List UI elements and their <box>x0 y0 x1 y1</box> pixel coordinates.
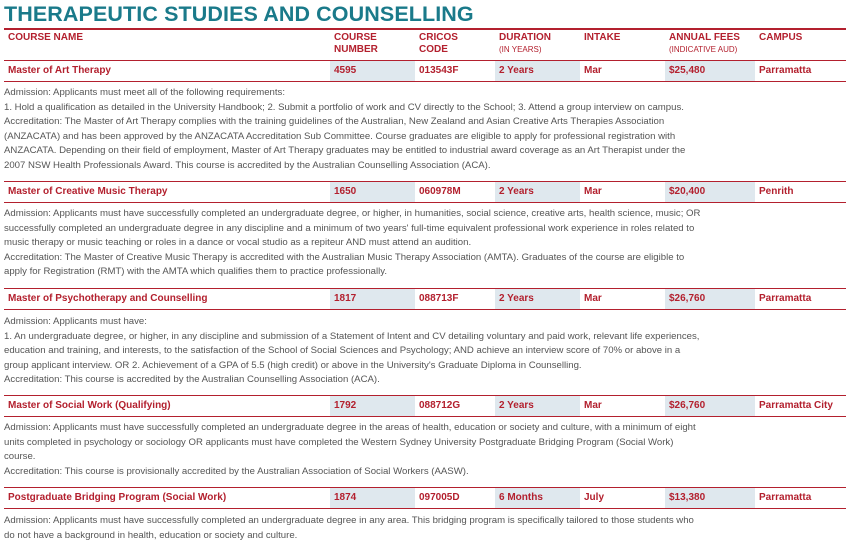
header-fees-label: ANNUAL FEES <box>669 32 740 43</box>
duration: 2 Years <box>495 289 580 309</box>
header-fees-sub: (INDICATIVE AUD) <box>669 45 738 54</box>
annual-fees: $25,480 <box>665 61 755 81</box>
description-line: Admission: Applicants must have successfully completed an undergraduate degree in the areas of health, education or society and culture, with a minimum of eight <box>4 422 696 433</box>
description-line: Accreditation: The Master of Creative Music Therapy is accredited with the Australian Music Therapy Association (AMTA). Graduates of the course are eligible to <box>4 251 685 263</box>
course-number: 1650 <box>330 182 415 202</box>
header-intake: INTAKE <box>584 32 621 43</box>
table-row <box>4 487 846 509</box>
annual-fees: $20,400 <box>665 182 755 202</box>
campus: Parramatta <box>759 492 812 503</box>
description-line: Accreditation: The Master of Art Therapy complies with the training guidelines of the Australian, New Zealand and Asian Creative Arts Therapies Association <box>4 116 665 128</box>
description-line: course. <box>4 451 36 463</box>
cricos-code: 088713F <box>419 293 459 304</box>
course-number: 1874 <box>330 488 415 508</box>
campus: Penrith <box>759 186 794 197</box>
description-line: music therapy or music teaching or roles in a dance or vocal studio as a repiteur AND must attend an audition. <box>4 237 472 249</box>
description-line: successfully completed an undergraduate degree in any discipline and a minimum of two years' full-time equivalent professional work experience in roles related to <box>4 222 695 234</box>
header-duration-label: DURATION <box>499 32 552 43</box>
description-line: apply for Registration (RMT) with the AMTA which qualifies them to practice professionally. <box>4 266 388 278</box>
description-line: Accreditation: This course is provisionally accredited by the Australian Association of Social Workers (AASW). <box>4 465 469 477</box>
description-line: 2007 NSW Health Professionals Award. This course is accredited by the Australian Counselling Association (ACA). <box>4 159 491 171</box>
course-name: Master of Creative Music Therapy <box>8 186 168 197</box>
header-duration-sub: (IN YEARS) <box>499 45 542 54</box>
intake: Mar <box>584 293 602 304</box>
cricos-code: 013543F <box>419 65 459 76</box>
table-row <box>4 181 846 203</box>
description-line: units completed in psychology or sociology OR applicants must have completed the Western Sydney University Postgraduate Bridging Program (Social Work) <box>4 436 674 448</box>
table-header <box>0 32 853 60</box>
duration: 2 Years <box>495 182 580 202</box>
course-name: Master of Social Work (Qualifying) <box>8 400 171 411</box>
campus: Parramatta City <box>759 400 833 411</box>
description-line: education and training, and interests, to the satisfaction of the School of Social Sciences and Psychology; AND achieve an interview score of 70% or above in a <box>4 345 681 357</box>
intake: July <box>584 492 605 503</box>
description-line: 1. An undergraduate degree, or higher, in any discipline and submission of a Statement of Intent and CV detailing voluntary and paid work, relevant life experiences, <box>4 330 700 342</box>
description-line: Admission: Applicants must meet all of the following requirements: <box>4 87 286 98</box>
course-name: Postgraduate Bridging Program (Social Work) <box>8 492 227 503</box>
description-line: (ANZACATA) and has been approved by the ANZACATA Accreditation Sub Committee. Course graduates are eligible to apply for professional registration with <box>4 130 676 142</box>
duration: 2 Years <box>495 396 580 416</box>
course-description <box>4 514 846 543</box>
campus: Parramatta <box>759 65 812 76</box>
campus: Parramatta <box>759 293 812 304</box>
header-annual-fees <box>669 32 740 56</box>
course-number: 4595 <box>330 61 415 81</box>
cricos-code: 060978M <box>419 186 461 197</box>
duration: 2 Years <box>495 61 580 81</box>
annual-fees: $26,760 <box>665 289 755 309</box>
cricos-code: 097005D <box>419 492 460 503</box>
table-row <box>4 288 846 310</box>
description-line: Admission: Applicants must have: <box>4 316 147 327</box>
description-line: Admission: Applicants must have successfully completed an undergraduate degree in any area. This bridging program is specifically tailored to those students who <box>4 515 694 526</box>
title-divider <box>4 28 846 30</box>
description-line: ANZACATA. Depending on their field of employment, Master of Art Therapy graduates may be entitled to industrial award coverage as an Art Therapist under the <box>4 145 686 157</box>
course-description <box>4 207 846 280</box>
description-line: do not have a background in health, education or society and culture. <box>4 529 298 541</box>
intake: Mar <box>584 65 602 76</box>
header-course-number: COURSE NUMBER <box>334 32 378 55</box>
course-name: Master of Psychotherapy and Counselling <box>8 293 208 304</box>
course-number: 1817 <box>330 289 415 309</box>
duration: 6 Months <box>495 488 580 508</box>
course-description <box>4 315 846 388</box>
course-number: 1792 <box>330 396 415 416</box>
description-line: 1. Hold a qualification as detailed in the University Handbook; 2. Submit a portfolio of work and CV directly to the School; 3. Attend a group interview on campus. <box>4 101 684 113</box>
description-line: group applicant interview. OR 2. Achievement of a GPA of 5.5 (high credit) or above in the University's Graduate Diploma in Counselling. <box>4 359 582 371</box>
header-course-name: COURSE NAME <box>8 32 84 43</box>
header-cricos-code: CRICOS CODE <box>419 32 458 55</box>
header-campus: CAMPUS <box>759 32 803 43</box>
course-description <box>4 86 846 174</box>
cricos-code: 088712G <box>419 400 461 411</box>
page-title: THERAPEUTIC STUDIES AND COUNSELLING <box>4 2 474 26</box>
header-duration <box>499 32 551 56</box>
course-description <box>4 421 846 479</box>
table-row <box>4 60 846 82</box>
intake: Mar <box>584 400 602 411</box>
annual-fees: $26,760 <box>665 396 755 416</box>
description-line: Accreditation: This course is accredited by the Australian Counselling Association (ACA). <box>4 374 380 386</box>
course-name: Master of Art Therapy <box>8 65 111 76</box>
table-row <box>4 395 846 417</box>
intake: Mar <box>584 186 602 197</box>
annual-fees: $13,380 <box>665 488 755 508</box>
description-line: Admission: Applicants must have successfully completed an undergraduate degree, or higher, in humanities, social science, creative arts, health science, music; OR <box>4 208 701 219</box>
